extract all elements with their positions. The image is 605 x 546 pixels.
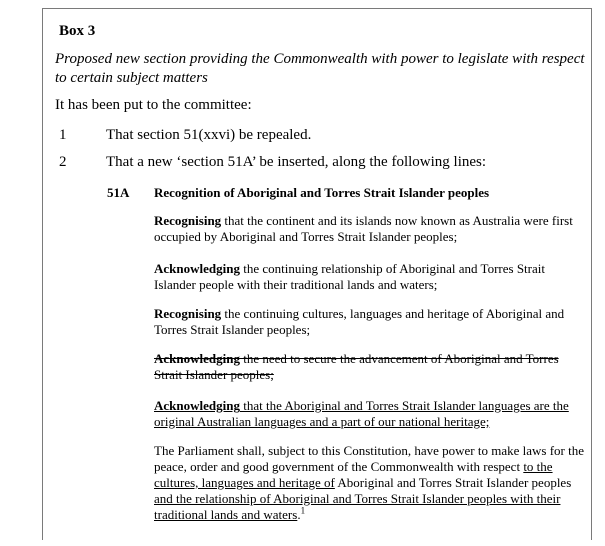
recital-paragraph — [154, 261, 584, 293]
operative-text-3: . — [297, 507, 301, 522]
operative-paragraph — [154, 443, 584, 523]
operative-inserted-text-1: to the cultures, languages and heritage of — [154, 459, 553, 490]
box-subtitle: Proposed new section providing the Commonwealth with power to legislate with respect to certain subject matters — [55, 51, 585, 86]
recital-lead: Acknowledging — [154, 351, 240, 366]
inserted-recital-paragraph — [154, 398, 584, 430]
item-number: 2 — [59, 154, 67, 170]
recital-lead: Recognising — [154, 306, 222, 321]
item-text: That a new ‘section 51A’ be inserted, along the following lines: — [106, 154, 487, 170]
recital-lead: Acknowledging — [154, 261, 240, 276]
recital-paragraph — [154, 213, 584, 245]
recital-text: the need to secure the advancement of Aboriginal and Torres Strait Islander peoples; — [154, 351, 559, 382]
recital-text: that the Aboriginal and Torres Strait Islander languages are the original Australian languages and a part of our national heritage; — [154, 398, 569, 429]
recital-text: that the continent and its islands now known as Australia were first occupied by Aboriginal and Torres Strait Islander peoples; — [154, 213, 573, 244]
section-heading: Recognition of Aboriginal and Torres Strait Islander peoples — [154, 185, 490, 200]
operative-text-1: The Parliament shall, subject to this Constitution, have power to make laws for the peace, order and good government of the Commonwealth with respect — [154, 443, 584, 474]
intro-text: It has been put to the committee: — [55, 97, 252, 113]
item-text: That section 51(xxvi) be repealed. — [106, 127, 312, 143]
item-number: 1 — [59, 127, 67, 143]
operative-inserted-text-2: and the relationship of Aboriginal and Torres Strait Islander peoples with their traditional lands and waters — [154, 491, 561, 522]
recital-paragraph — [154, 306, 584, 338]
recital-lead: Acknowledging — [154, 398, 240, 413]
recital-lead: Recognising — [154, 213, 222, 228]
recital-text: the continuing cultures, languages and heritage of Aboriginal and Torres Strait Islander peoples; — [154, 306, 565, 337]
box-title: Box 3 — [59, 23, 96, 39]
section-number: 51A — [107, 185, 130, 200]
struck-recital-paragraph — [154, 351, 584, 383]
operative-text-2: Aboriginal and Torres Strait Islander peoples — [334, 475, 572, 490]
footnote-marker: 1 — [300, 505, 306, 516]
recital-text: the continuing relationship of Aboriginal and Torres Strait Islander people with their traditional lands and waters; — [154, 261, 545, 292]
